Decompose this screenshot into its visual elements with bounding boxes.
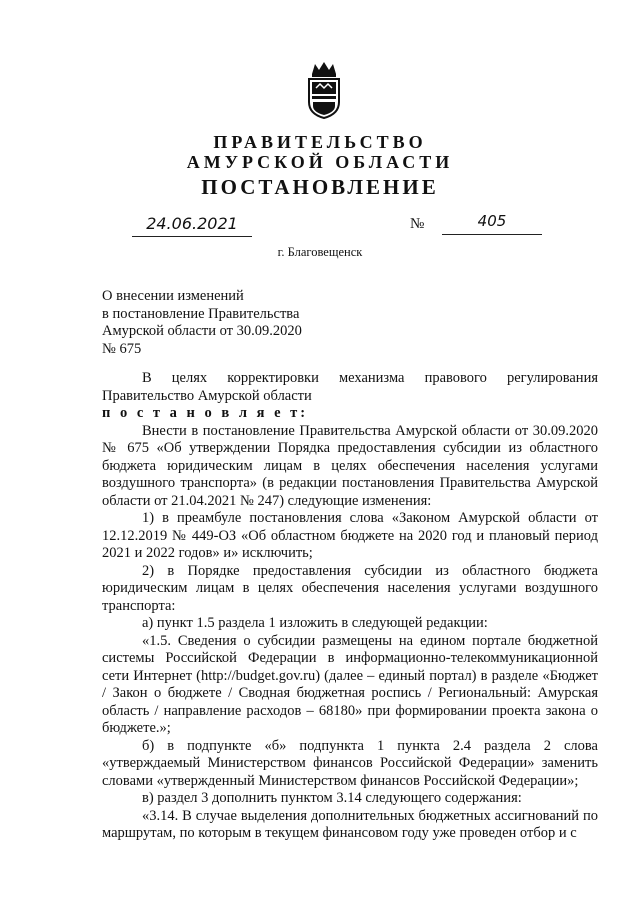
document-type-title: ПОСТАНОВЛЕНИЕ [201,175,439,199]
body-paragraph: а) пункт 1.5 раздела 1 изложить в следующей редакции: [142,615,488,631]
body-paragraph: 2) в Порядке предоставления субсидии из областного бюджета юридическим лицам в целях обеспечения населения услугами воздушного транспорта: [102,562,598,614]
header-government: ПРАВИТЕЛЬСТВО [213,132,427,152]
coat-of-arms-icon [304,60,344,120]
document-subject [102,288,302,358]
subject-line: в постановление Правительства [102,305,300,322]
body-paragraph: б) в подпункте «б» подпункта 1 пункта 2.4 раздела 2 слова «утверждаемый Министерством финансов Российской Федерации» заменить словами «утвержденный Министерством финансов Российской Федерации»; [102,737,598,789]
body-paragraph: 1) в преамбуле постановления слова «Законом Амурской области от 12.12.2019 № 449-ОЗ «Об областном бюджете на 2020 год и плановый период 2021 и 2022 годов» и» исключить; [102,510,598,561]
document-body [102,370,598,843]
preamble-paragraph: В целях корректировки механизма правового регулирования Правительство Амурской области [102,370,598,404]
body-paragraph: «3.14. В случае выделения дополнительных бюджетных ассигнований по маршрутам, по которым в текущем финансовом году уже проведен отбор и с [102,807,598,841]
number-label: № [410,216,425,232]
resolves-word: п о с т а н о в л я е т: [102,405,309,421]
header-region: АМУРСКОЙ ОБЛАСТИ [186,152,454,172]
document-number: 405 [442,210,542,235]
subject-line: Амурской области от 30.09.2020 [102,323,302,339]
city-name: г. Благовещенск [277,245,363,259]
body-paragraph: Внести в постановление Правительства Амурской области от 30.09.2020 № 675 «Об утверждении Порядка предоставления субсидии из областного бюджета юридическим лицам в целях обеспечения населения услугами воздушного транспорта» (в редакции постановления Правительства Амурской области от 21.04.2021 № 247) следующие изменения: [102,422,598,509]
subject-line: О внесении изменений [102,288,244,304]
subject-line: № 675 [102,340,142,357]
body-paragraph: «1.5. Сведения о субсидии размещены на едином портале бюджетной системы Российской Федерации в информационно-телекоммуникационной сети Интернет (http://budget.gov.ru) (далее – единый портал) в разделе «Бюджет / Закон о бюджете / Сводная бюджетная роспись / Региональный: Амурская область / направление расходов – 68180» при формировании проекта закона о бюджете.»; [102,632,598,736]
document-date: 24.06.2021 [132,214,252,237]
body-paragraph: в) раздел 3 дополнить пунктом 3.14 следующего содержания: [142,790,522,806]
